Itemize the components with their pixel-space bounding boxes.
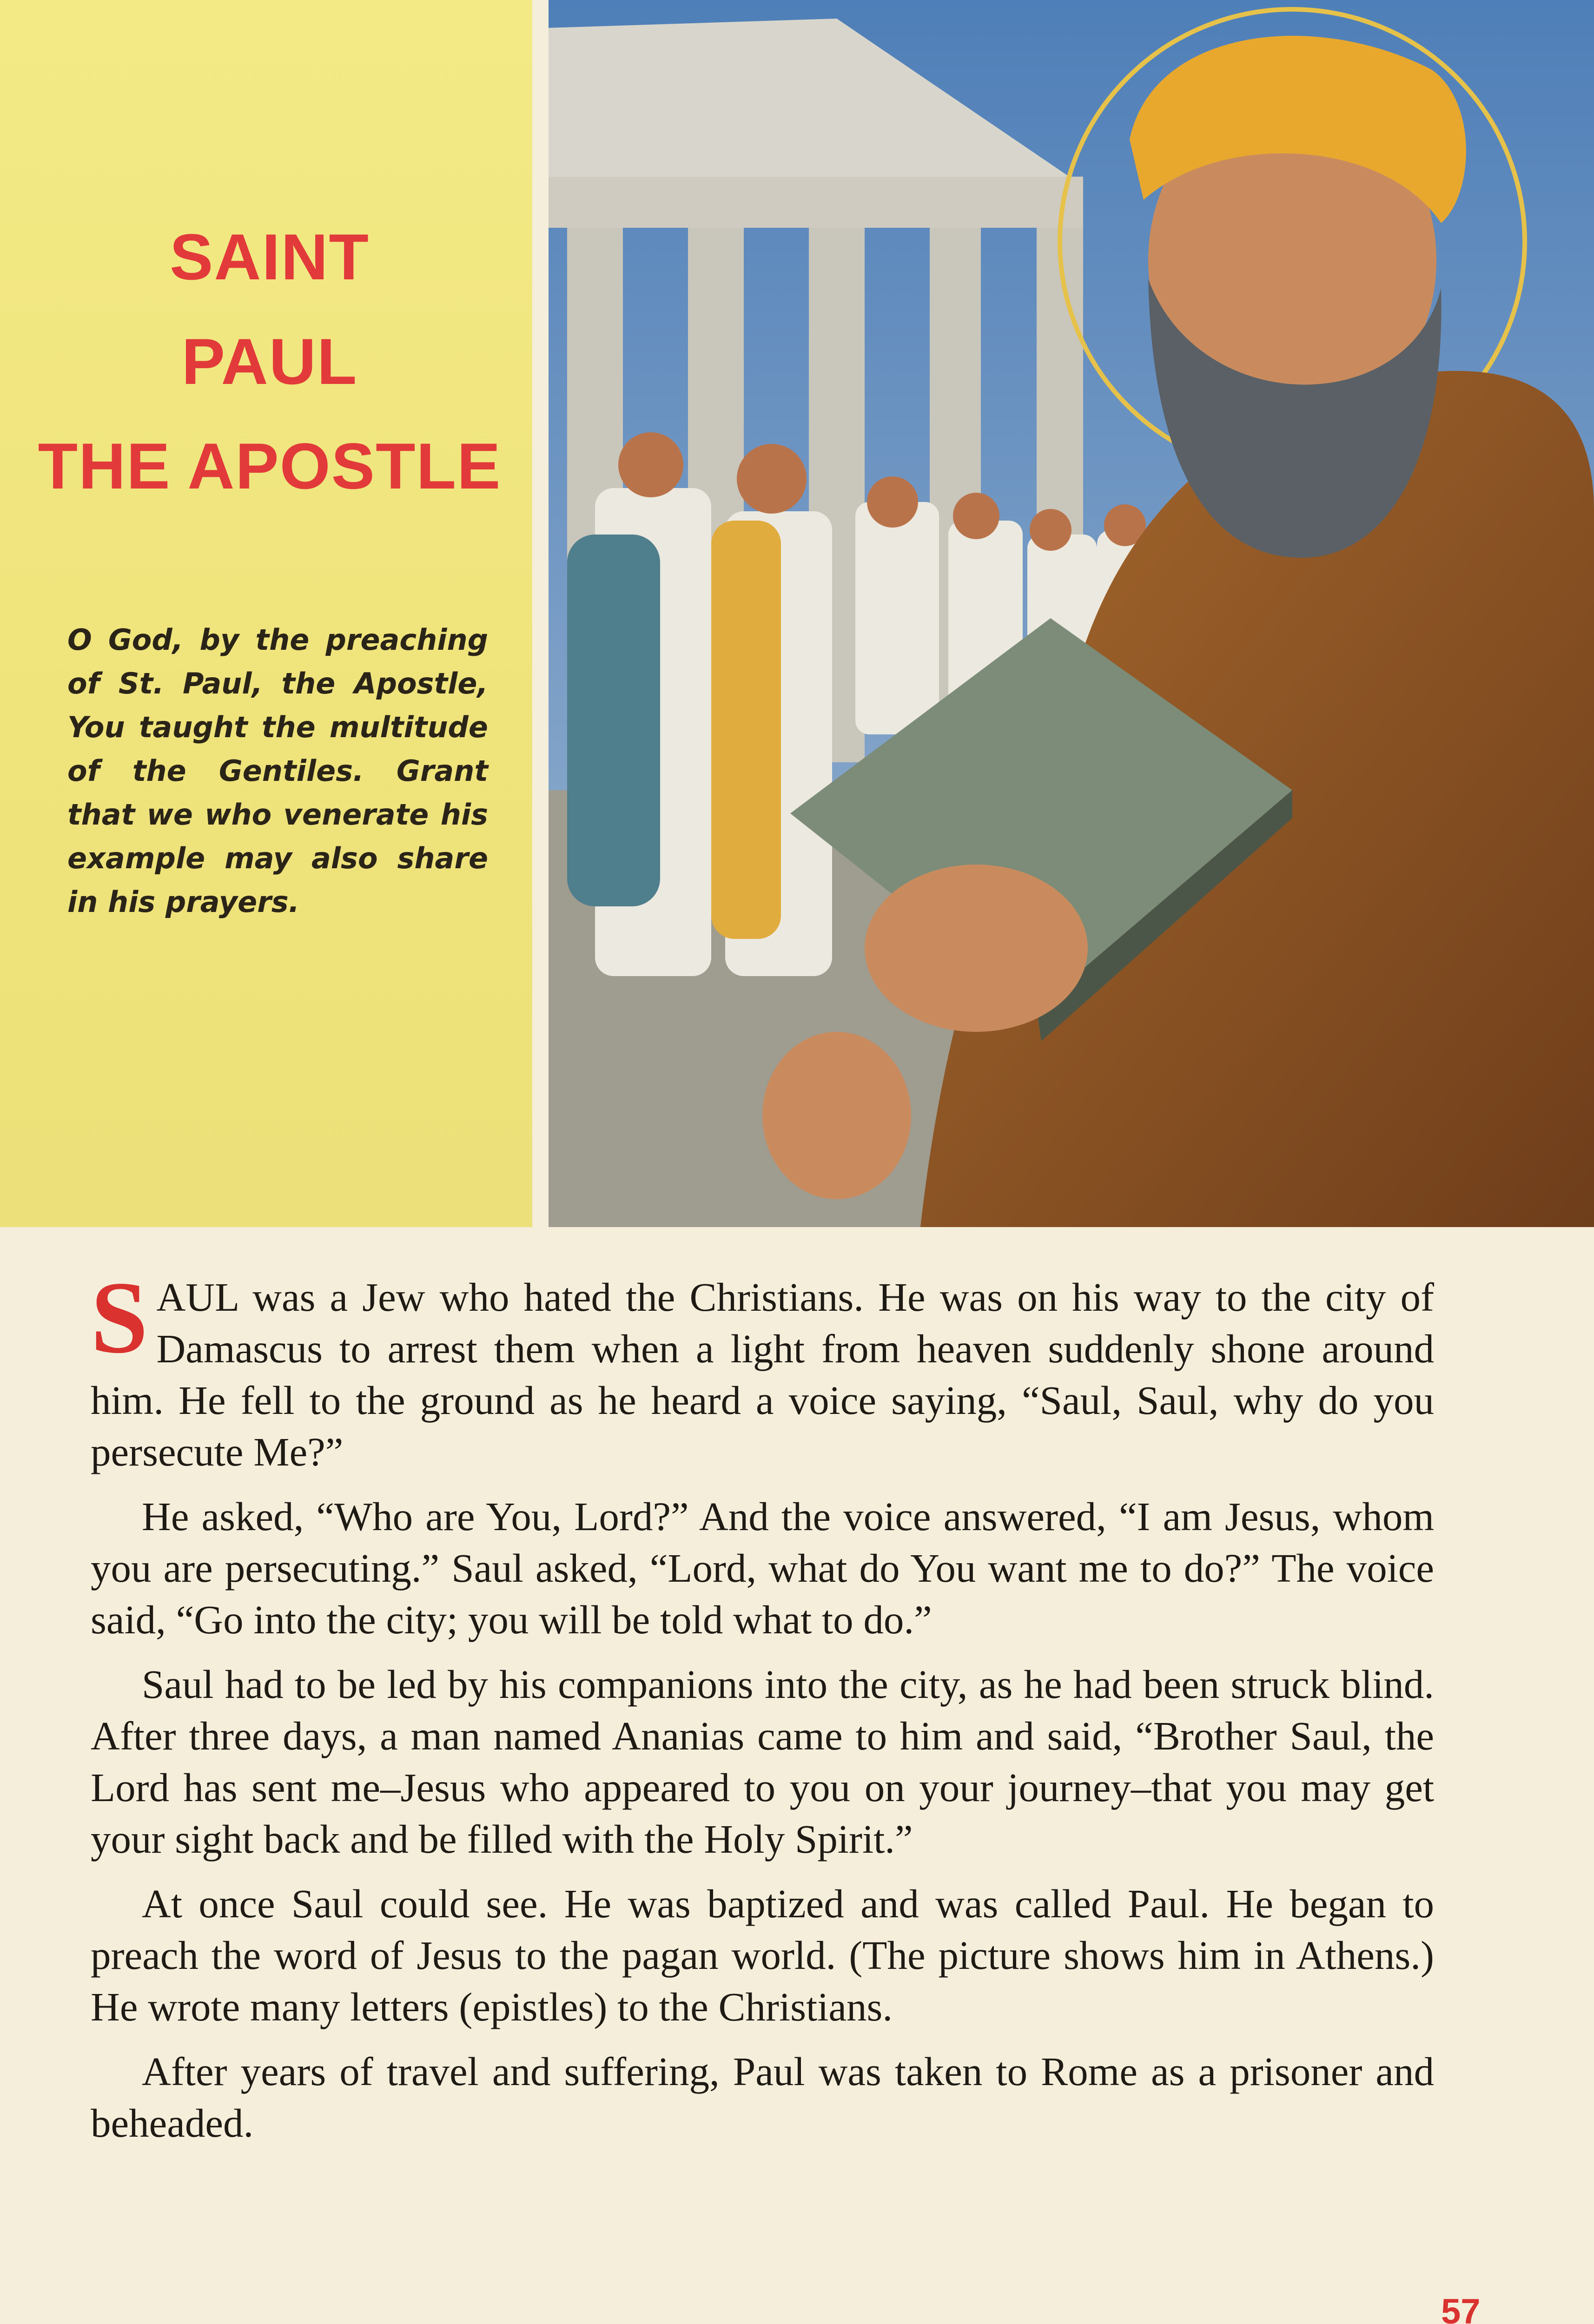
athens-scene-picture <box>549 0 1594 1227</box>
page-number: 57 <box>1441 2292 1481 2324</box>
saint-paul-illustration <box>549 0 1594 1227</box>
prayer-text: O God, by the preaching of St. Paul, the Apostle, You taught the multitude of the Gentiles. Grant that we who venerate his example may also share in his prayers. <box>67 623 488 919</box>
paragraph-2: He asked, “Who are You, Lord?” And the voice answered, “I am Jesus, whom you are persecuting.” Saul asked, “Lord, what do You want me to do?” The voice said, “Go into the city; you will be told what to do.” <box>91 1494 1434 1642</box>
paragraph-1-text: AUL was a Jew who hated the Christians. He was on his way to the city of Damascus to arrest them when a light from heaven suddenly shone around him. He fell to the ground as he heard a voice saying, “Saul, Saul, why do you persecute Me?” <box>91 1274 1434 1474</box>
page-title <box>28 205 511 518</box>
paragraph-3: Saul had to be led by his companions into the city, as he had been struck blind. After three days, a man named Ananias came to him and said, “Brother Saul, the Lord has sent me–Jesus who appeared to you on your journey–that you may get your sight back and be filled with the Holy Spirit.” <box>91 1662 1434 1862</box>
title-line-2: PAUL <box>181 325 358 398</box>
paragraph-1 <box>91 1261 1434 1478</box>
paragraph-4: At once Saul could see. He was baptized and was called Paul. He began to preach the word of Jesus to the pagan world. (The picture shows him in Athens.) He wrote many letters (epistles) to the Christians. <box>91 1881 1434 2029</box>
title-panel <box>0 0 532 1227</box>
drop-cap: S <box>91 1261 148 1375</box>
title-line-3: THE APOSTLE <box>38 429 502 502</box>
title-line-1: SAINT <box>170 220 370 293</box>
paragraph-5: After years of travel and suffering, Paul was taken to Rome as a prisoner and beheaded. <box>91 2049 1434 2146</box>
story-text <box>91 1261 1434 2162</box>
